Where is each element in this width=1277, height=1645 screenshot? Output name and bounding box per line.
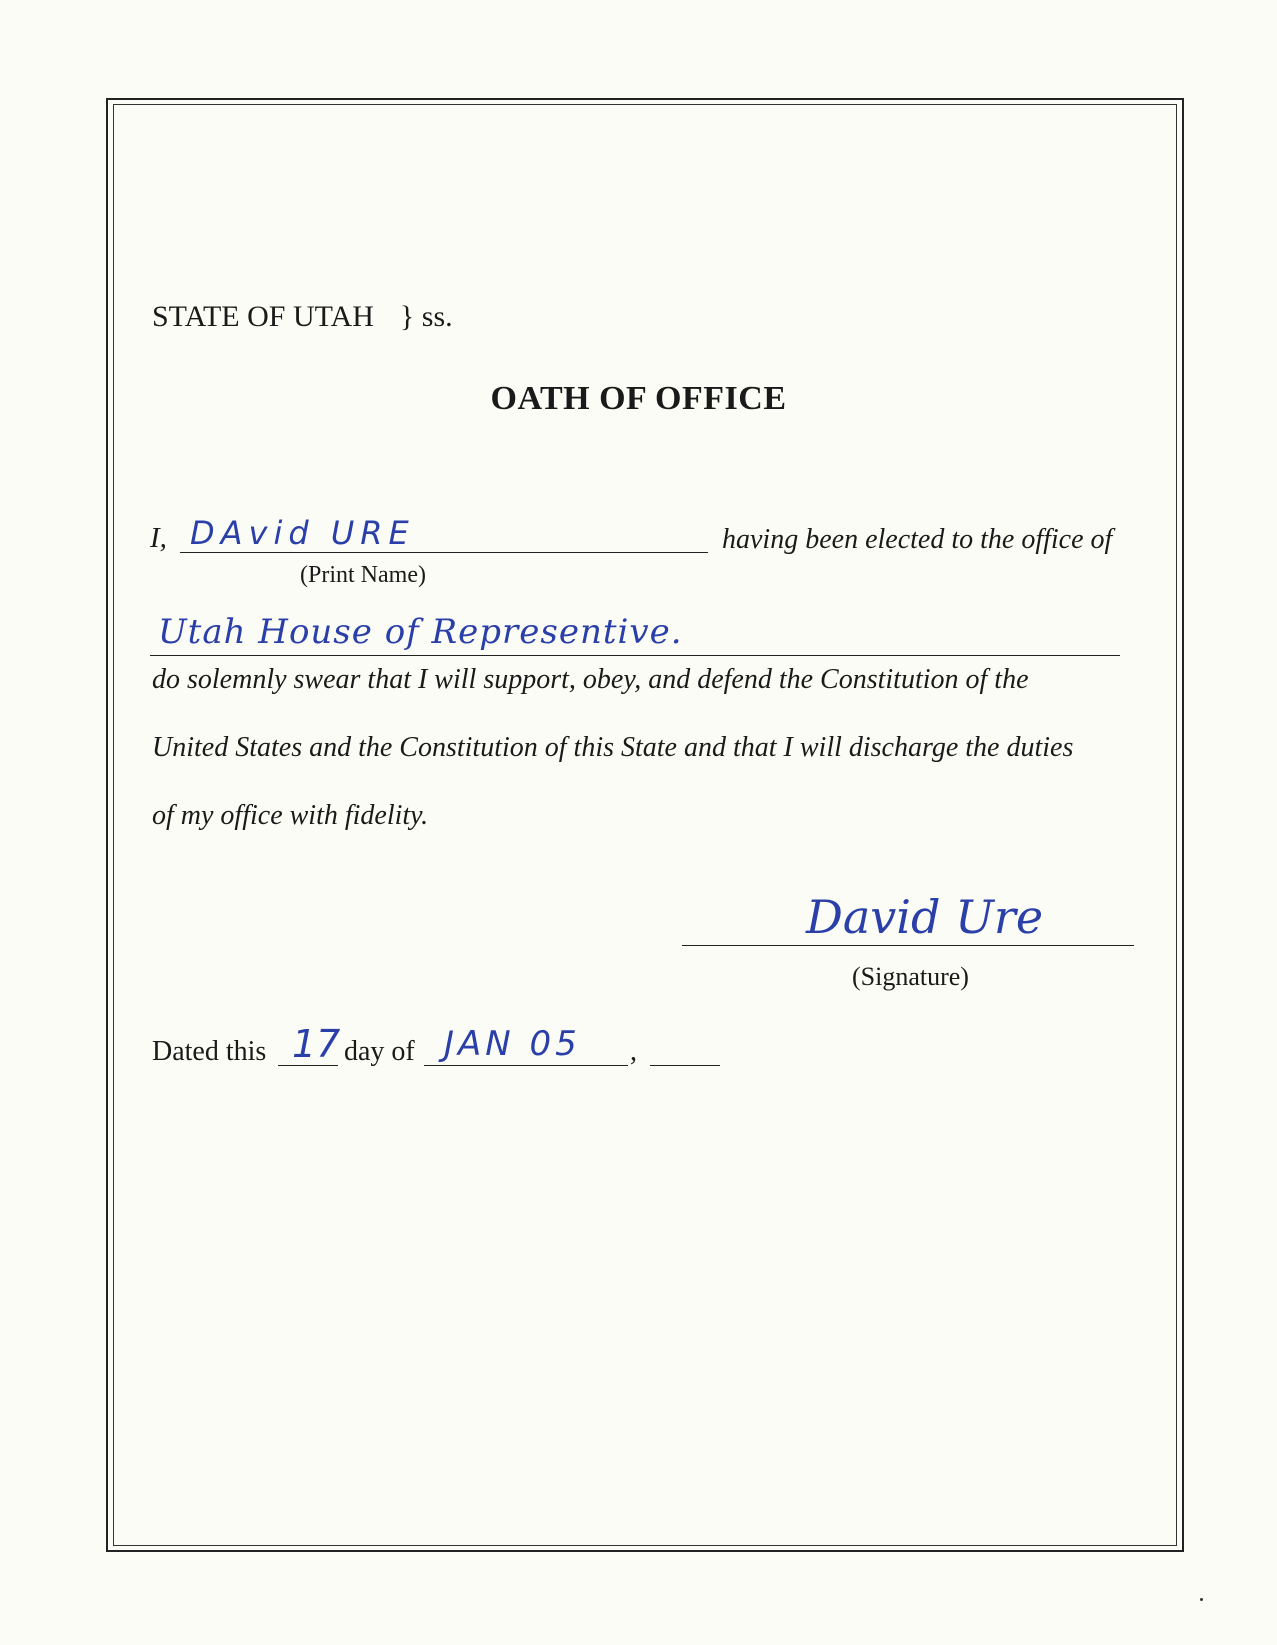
print-name-line: [180, 552, 708, 553]
oath-line-3: of my office with fidelity.: [152, 800, 429, 831]
print-name-caption: (Print Name): [300, 562, 426, 588]
signature-line: [682, 945, 1134, 946]
signature-caption: (Signature): [852, 962, 969, 991]
oath-line-1: do solemnly swear that I will support, obey, and defend the Constitution of the: [152, 664, 1029, 695]
state-name: STATE OF UTAH: [152, 300, 374, 333]
dated-label: Dated this: [152, 1036, 267, 1067]
document-title: OATH OF OFFICE: [490, 380, 787, 417]
signature-handwritten: David Ure: [806, 890, 1044, 944]
oath-line-2: United States and the Constitution of this State and that I will discharge the duties: [152, 732, 1074, 763]
office-line: [150, 655, 1120, 656]
office-handwritten: Utah House of Representive.: [158, 612, 683, 652]
state-heading: [152, 300, 453, 334]
day-of-label: day of: [344, 1036, 415, 1067]
print-name-handwritten: DAvid URE: [190, 514, 415, 552]
month-handwritten: JAN 05: [444, 1024, 581, 1064]
oath-prefix: I,: [150, 522, 167, 554]
date-comma: ,: [630, 1036, 637, 1067]
day-handwritten: 17: [292, 1022, 341, 1066]
year-line: [650, 1065, 720, 1066]
having-elected-text: having been elected to the office of: [722, 524, 1113, 555]
month-line: [424, 1065, 628, 1066]
paper-speck: [1200, 1598, 1203, 1601]
venue-ss: } ss.: [399, 300, 453, 333]
